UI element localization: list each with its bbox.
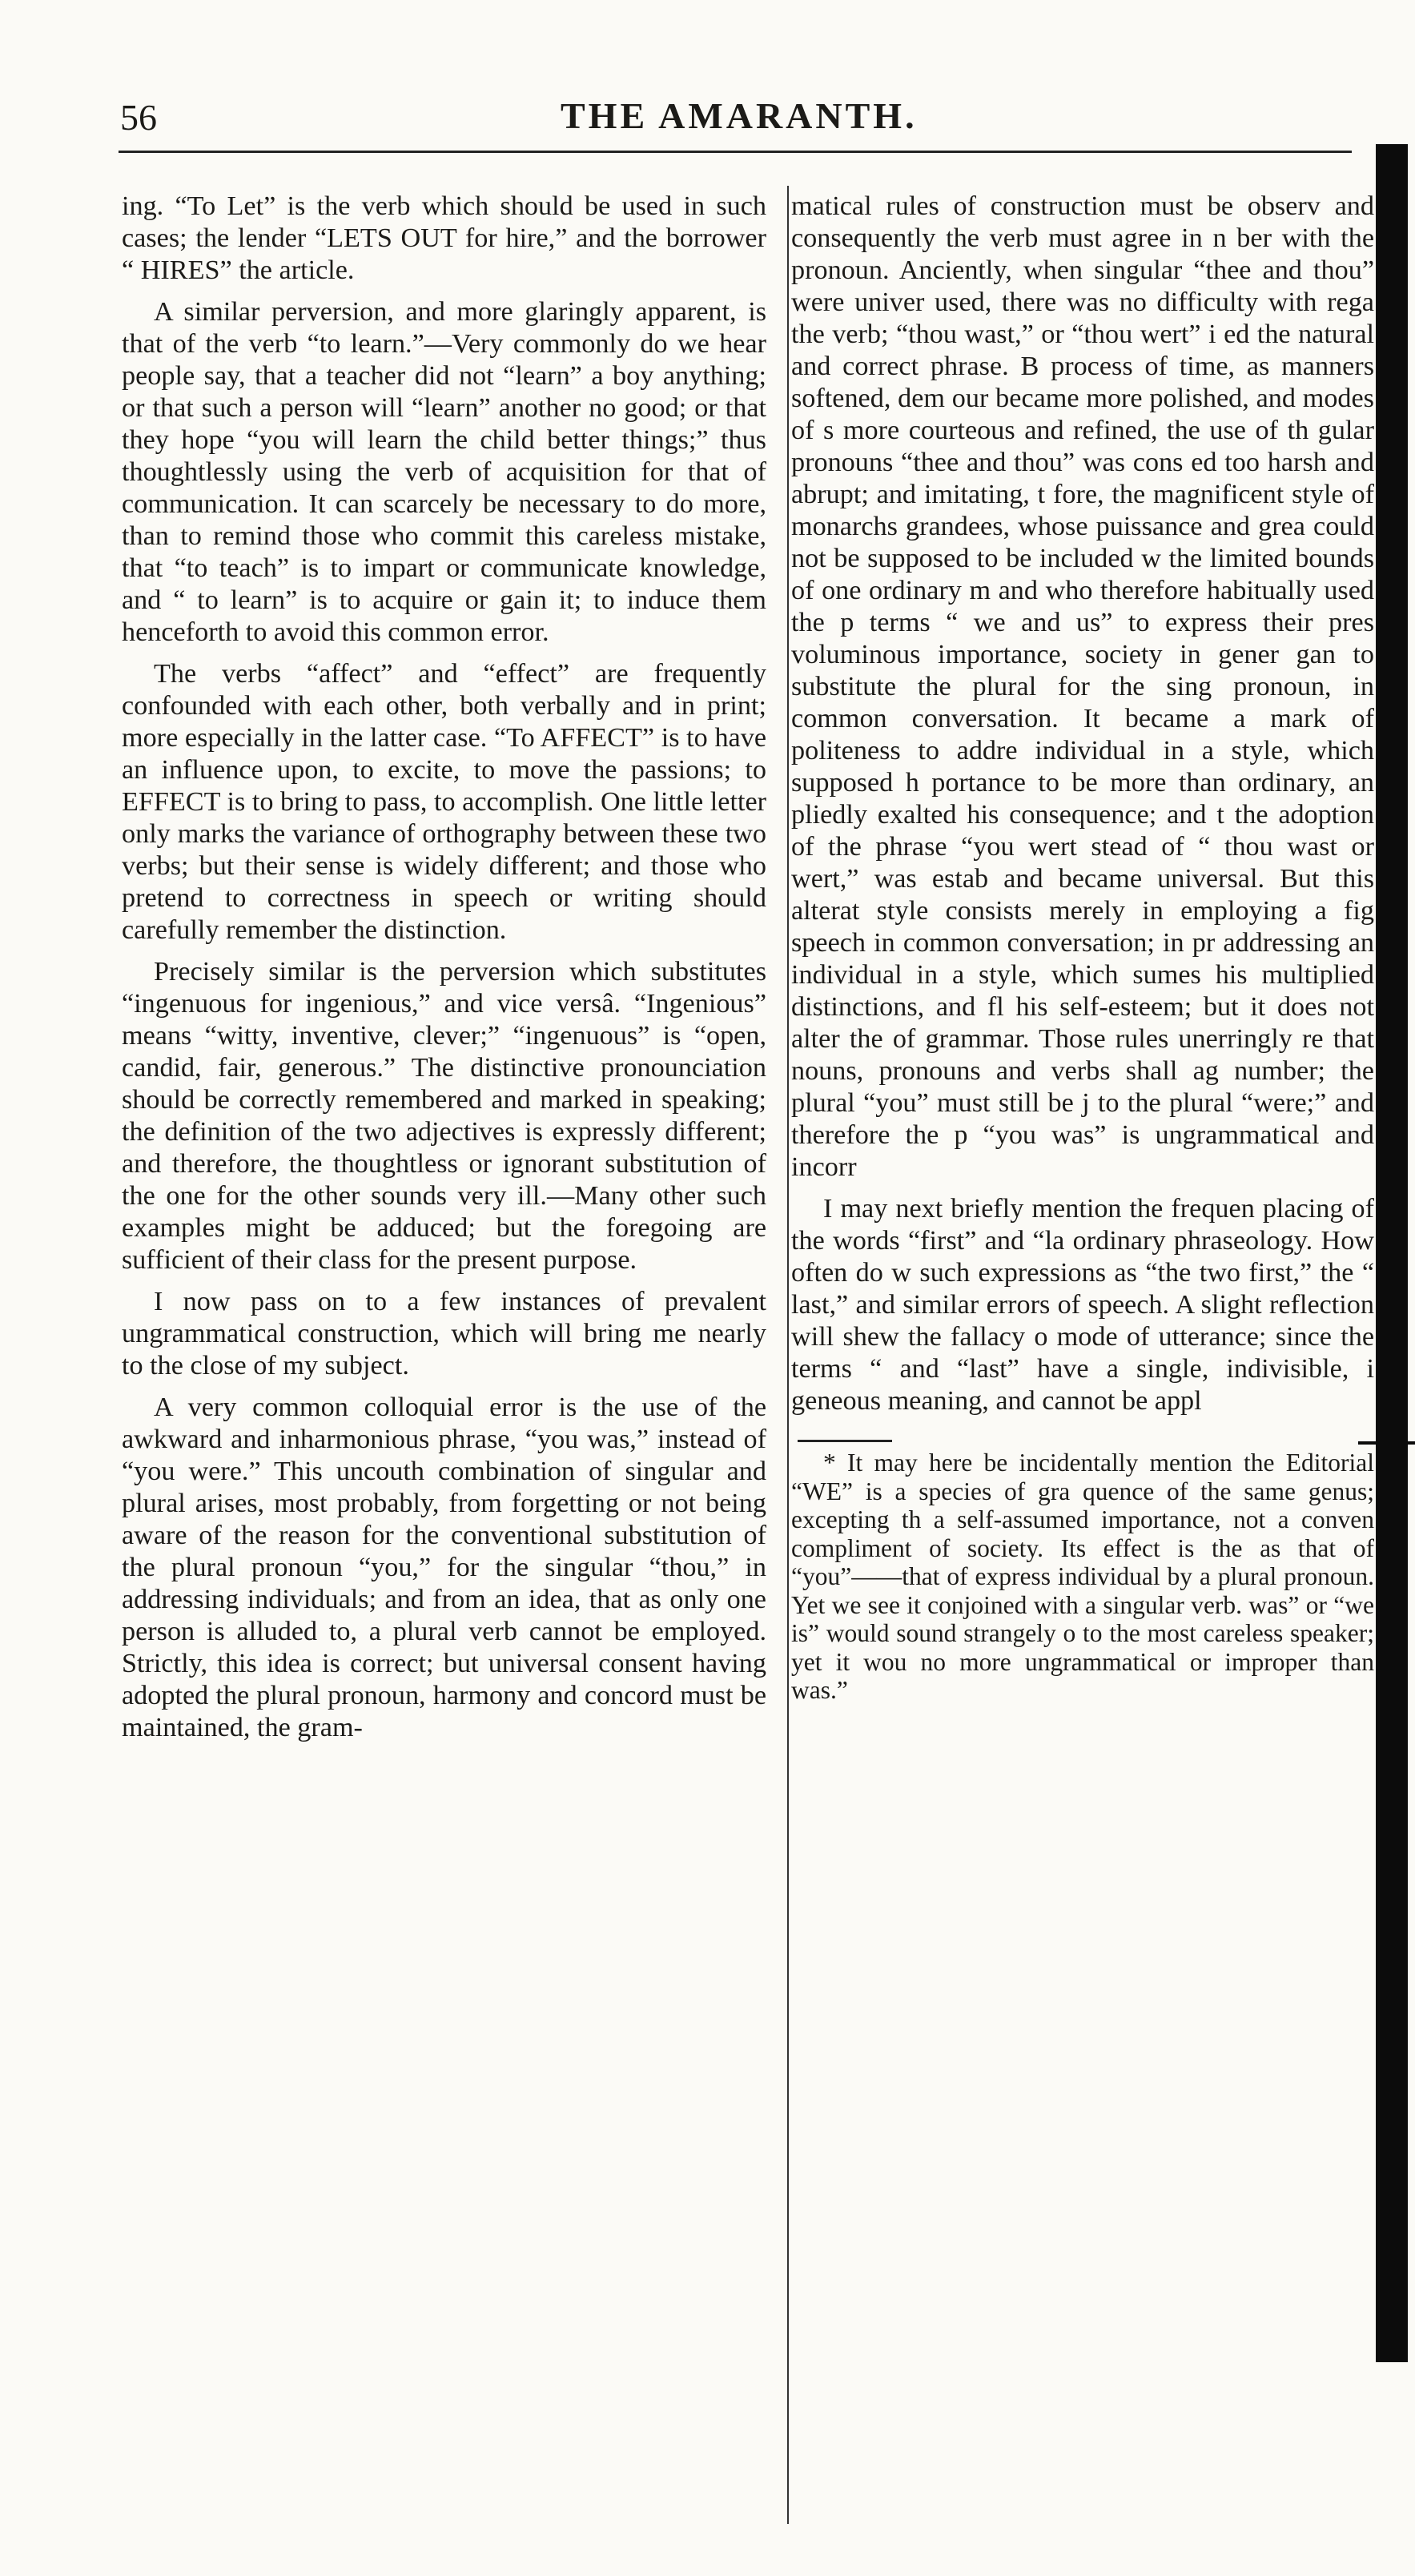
left-column xyxy=(122,191,766,1754)
paragraph: I now pass on to a few instances of prevalent ungrammatical construction, which will bring me nearly to the close of my subject. xyxy=(122,1287,766,1380)
paragraph: matical rules of construction must be observ and consequently the verb must agree in n ber with the pronoun. Anciently, when singular “thee and thou” were univer used, there was no difficulty with rega the verb; “thou wast,” or “thou wert” i ed the natural and correct phrase. B process of time, as manners softened, dem our became more polished, and modes of s more courteous and refined, the use of th gular pronouns “thee and thou” was cons ed too harsh and abrupt; and imitating, t fore, the magnificent style of monarchs grandees, whose puissance and grea could not be supposed to be included w the limited bounds of one ordinary m and who therefore habitually used the p terms “ we and us” to express their pres voluminous importance, society in gener gan to substitute the plural for the sing pronoun, in common conversation. It became a mark of politeness to addre individual in a style, which supposed h portance to be more than ordinary, an pliedly exalted his consequence; and t the adoption of the phrase “you wert stead of “ thou wast or wert,” was estab and became universal. But this alterat style consists merely in employing a fig speech in common conversation; in pr addressing an individual in a style, which sumes his multiplied distinctions, and fl his self-esteem; but it does not alter the of grammar. Those rules unerringly re that nouns, pronouns and verbs shall ag number; the plural “you” must still be j to the plural “were;” and therefore the p “you was” is ungrammatical and incorr xyxy=(791,191,1374,1182)
footnote: * It may here be incidentally mention the Editorial “WE” is a species of gra quence of the same genus; excepting th a self-assumed importance, not a conven compliment of society. Its effect is the as that of “you”——that of express individual by a plural pronoun. Yet we see it conjoined with a singular verb. was” or “we is” would sound strangely o to the most careless speaker; yet it wou no more ungrammatical or improper than was.” xyxy=(791,1449,1374,1704)
footnote-rule xyxy=(798,1440,892,1442)
paragraph: ing. “To Let” is the verb which should be used in such cases; the lender “LETS OUT for hire,” and the borrower “ HIRES” the article. xyxy=(122,191,766,285)
right-column xyxy=(791,191,1374,1714)
paragraph: Precisely similar is the perversion which substitutes “ingenuous for ingenious,” and vice versâ. “Ingenious” means “witty, inventive, clever;” “ingenuous” is “open, candid, fair, generous.” The distinctive pronounciation should be correctly remembered and marked in speaking; the definition of the two adjectives is expressly different; and therefore, the thoughtless or ignorant substitution of the one for the other sounds very ill.—Many other such examples might be adduced; but the foregoing are sufficient of their class for the present purpose. xyxy=(122,957,766,1275)
header-rule xyxy=(119,151,1352,153)
page-number: 56 xyxy=(120,97,157,138)
paragraph: A similar perversion, and more glaringly apparent, is that of the verb “to learn.”—Very commonly do we hear people say, that a teacher did not “learn” a boy anything; or that such a person will “learn” another no good; or that they hope “you will learn the child better things;” thus thoughtlessly using the verb of acquisition for that of communication. It can scarcely be necessary to do more, than to remind those who commit this careless mistake, that “to teach” is to impart or communicate knowledge, and “ to learn” is to acquire or gain it; to induce them henceforth to avoid this common error. xyxy=(122,297,766,647)
paragraph: A very common colloquial error is the use of the awkward and inharmonious phrase, “you was,” instead of “you were.” This uncouth combination of singular and plural arises, most probably, from forgetting or not being aware of the reason for the conventional substitution of the plural pronoun “you,” for the singular “thou,” in addressing individuals; and from an idea, that as only one person is alluded to, a plural verb cannot be employed. Strictly, this idea is correct; but universal consent having adopted the plural pronoun, harmony and concord must be maintained, the gram- xyxy=(122,1392,766,1742)
paragraph: I may next briefly mention the frequen placing of the words “first” and “la ordinary phraseology. How often do w such expressions as “the two first,” the “ last,” and similar errors of speech. A slight reflection will shew the fallacy o mode of utterance; since the terms “ and “last” have a single, indivisible, i geneous meaning, and cannot be appl xyxy=(791,1194,1374,1416)
running-head: THE AMARANTH. xyxy=(561,95,918,136)
binding-edge xyxy=(1376,144,1408,2362)
column-divider xyxy=(787,186,789,2524)
paragraph: The verbs “affect” and “effect” are frequently confounded with each other, both verbally and in print; more especially in the latter case. “To AFFECT” is to have an influence upon, to excite, to move the passions; to EFFECT is to bring to pass, to accomplish. One little letter only marks the variance of orthography between these two verbs; but their sense is widely different; and those who pretend to correctness in speech or writing should carefully remember the distinction. xyxy=(122,659,766,945)
